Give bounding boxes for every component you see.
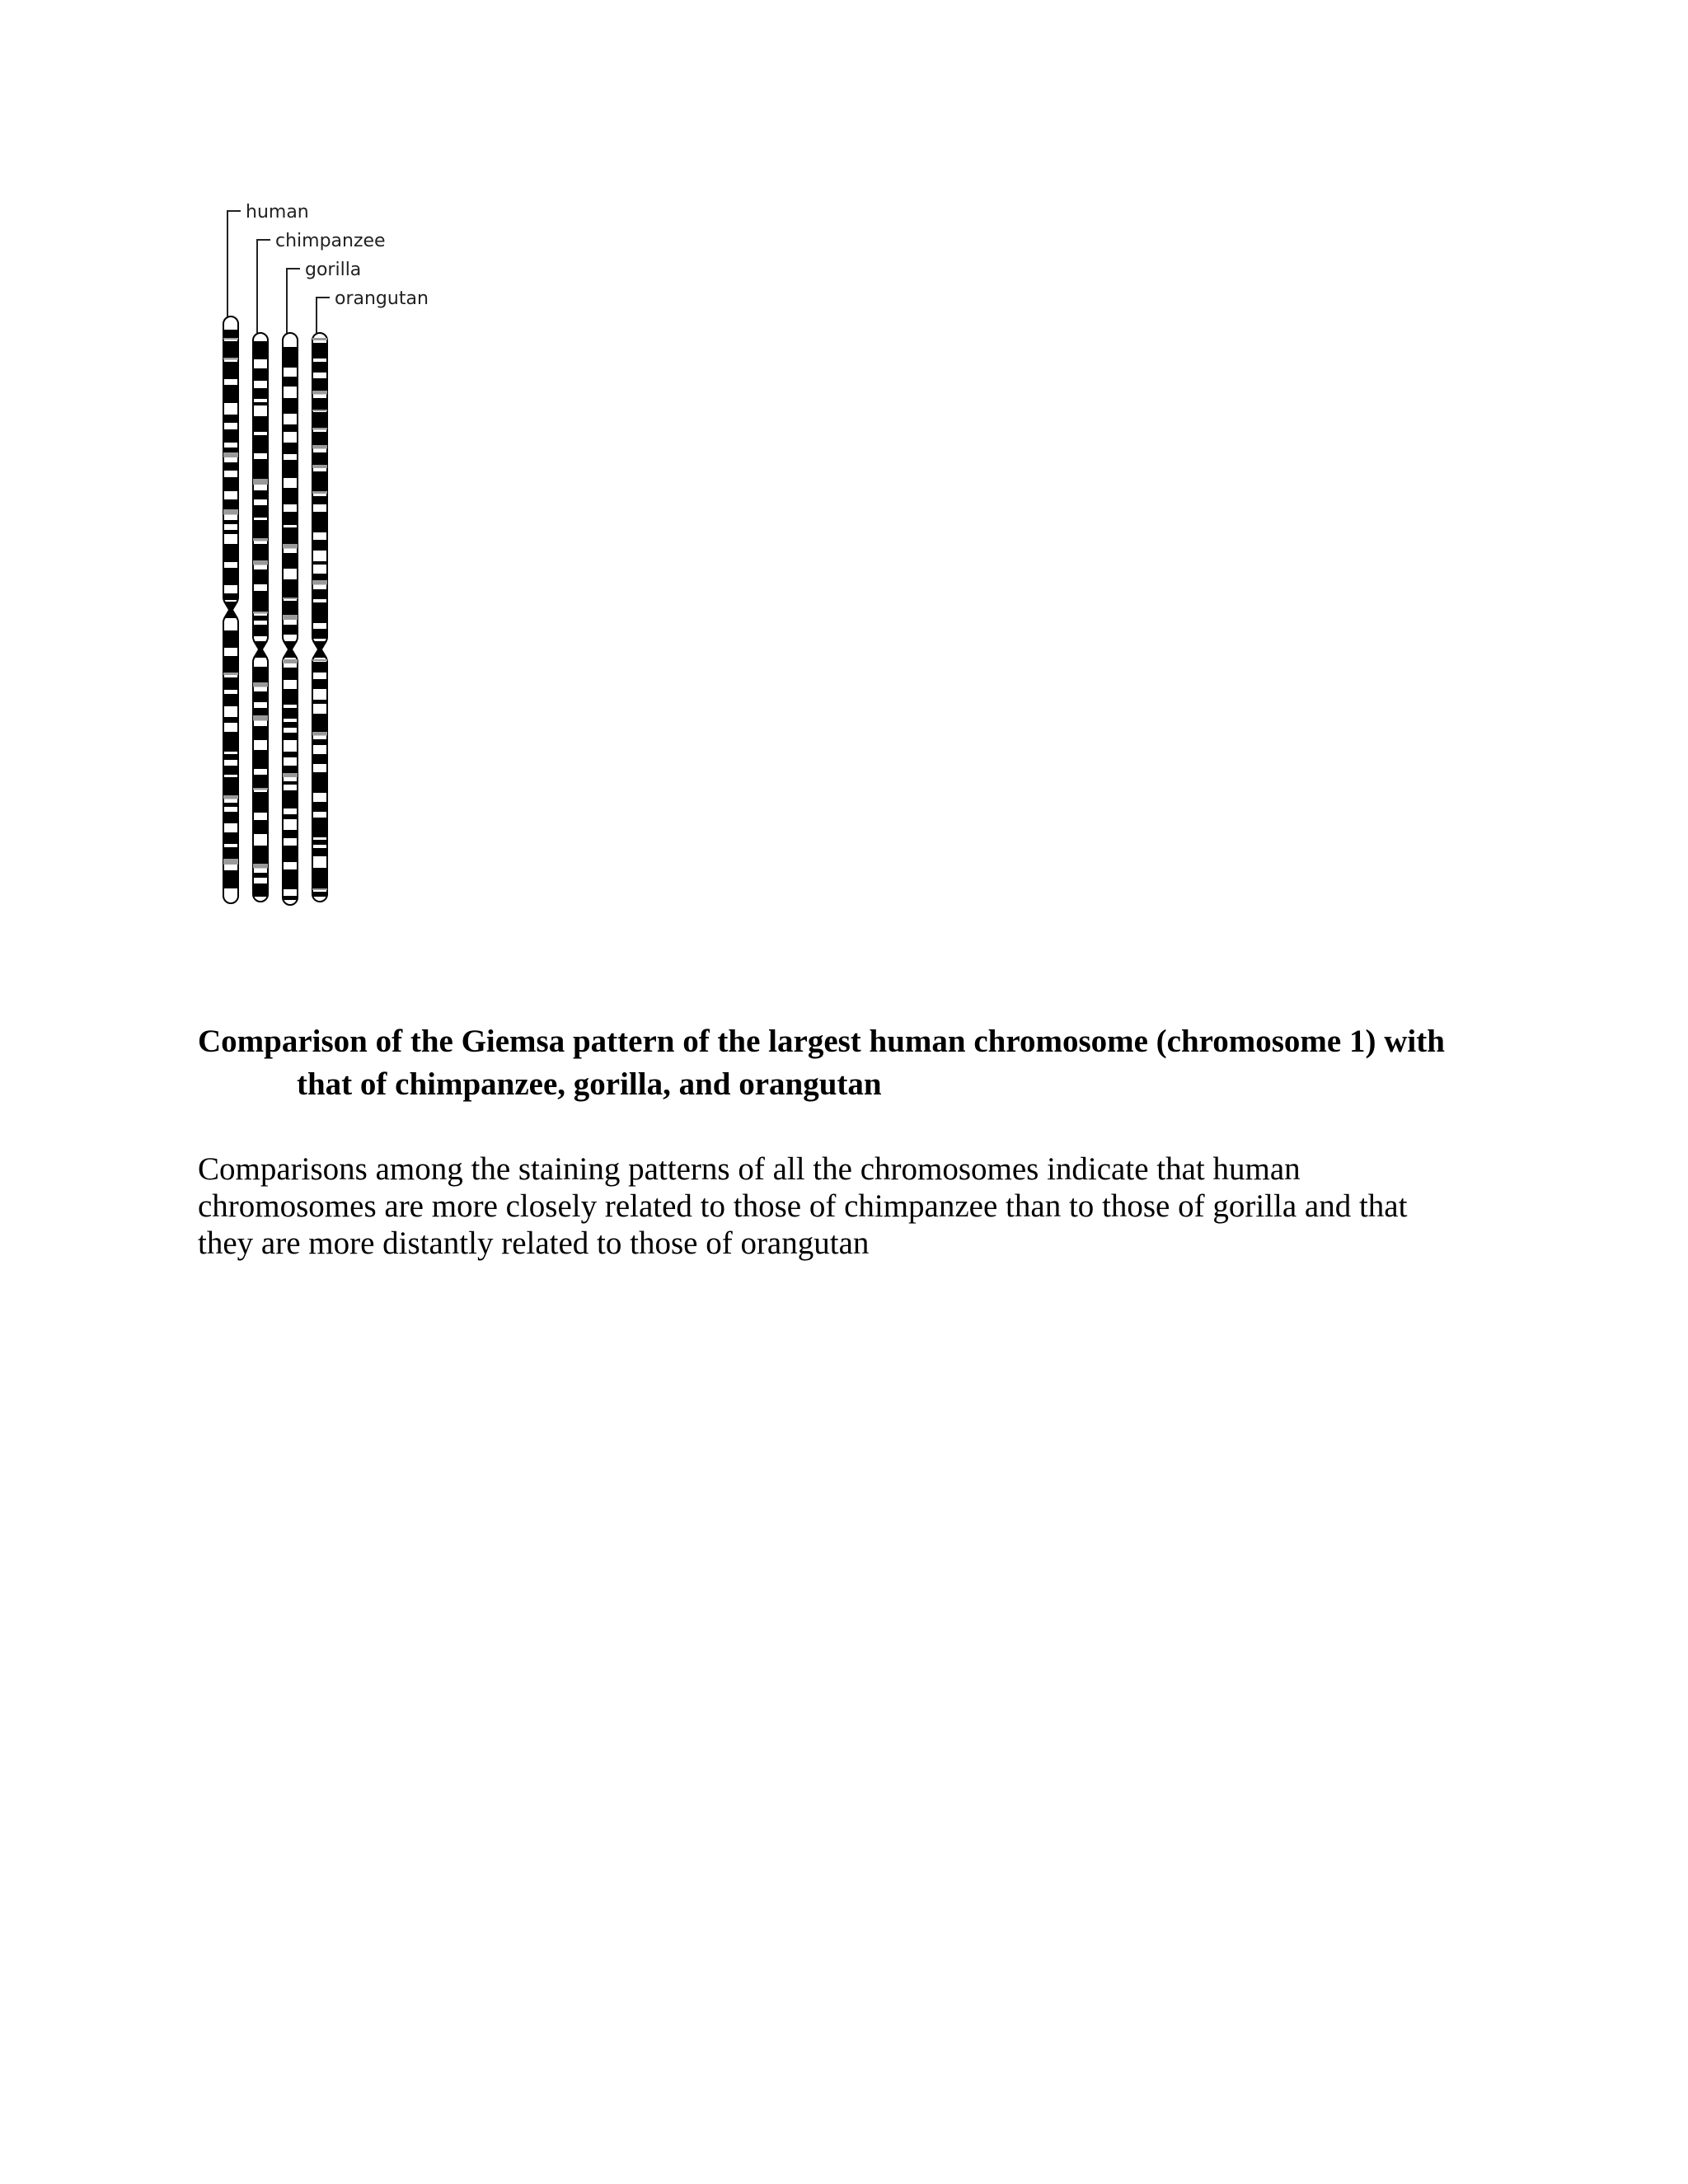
band [283, 460, 298, 478]
centromere [223, 602, 238, 618]
band [223, 520, 238, 524]
band [283, 781, 298, 785]
band [223, 568, 238, 585]
band [223, 754, 238, 760]
band-grey [253, 612, 268, 614]
band [312, 700, 327, 704]
band [253, 625, 268, 636]
band [283, 752, 298, 757]
band-grey [312, 659, 327, 661]
band-grey [312, 391, 327, 395]
band [283, 579, 298, 598]
band [283, 722, 298, 728]
band-grey [223, 358, 238, 360]
band [283, 424, 298, 432]
label-human: human [246, 202, 309, 223]
band-grey [253, 864, 268, 869]
band [312, 362, 327, 373]
band [223, 766, 238, 775]
band-grey [312, 732, 327, 736]
band-grey [253, 538, 268, 541]
band-grey [312, 445, 327, 449]
band-grey [283, 659, 298, 663]
band [312, 561, 327, 565]
band [312, 662, 327, 673]
chromosome-comparison-figure [190, 188, 486, 930]
band-grey [283, 598, 298, 599]
band [253, 667, 268, 682]
band [312, 840, 327, 845]
leader-line-gorilla [287, 269, 300, 333]
band [253, 750, 268, 769]
band [312, 512, 327, 532]
band-grey [223, 338, 238, 340]
band [283, 601, 298, 615]
band [223, 803, 238, 807]
band [253, 591, 268, 612]
chromosome-chimpanzee [253, 333, 268, 902]
centromere [283, 641, 298, 658]
band [312, 848, 327, 856]
band [253, 520, 268, 538]
band [312, 739, 327, 745]
band [283, 625, 298, 635]
band [283, 398, 298, 414]
band [253, 708, 268, 715]
band [223, 415, 238, 423]
band [223, 341, 238, 358]
band-grey [223, 795, 238, 799]
band-grey [223, 509, 238, 515]
band [223, 499, 238, 509]
leader-line-orangutan [316, 298, 330, 333]
band [312, 574, 327, 580]
band [223, 777, 238, 795]
band [223, 870, 238, 888]
band-grey [312, 580, 327, 585]
band [253, 416, 268, 432]
band-grey [223, 673, 238, 675]
band [283, 790, 298, 808]
band [283, 733, 298, 740]
band [223, 330, 238, 338]
band [312, 540, 327, 551]
band [253, 883, 268, 897]
band [223, 677, 238, 690]
band [312, 496, 327, 504]
band [312, 452, 327, 465]
band [253, 726, 268, 740]
band [312, 772, 327, 793]
body-paragraph [198, 1151, 1517, 1262]
band [223, 630, 238, 648]
band-grey [312, 888, 327, 890]
band [283, 689, 298, 705]
band-grey [312, 338, 327, 340]
band [283, 814, 298, 819]
band [312, 868, 327, 888]
band-grey [312, 410, 327, 411]
band [312, 818, 327, 837]
band [283, 553, 298, 569]
band [223, 429, 238, 443]
band [312, 343, 327, 359]
band [253, 691, 268, 702]
band [312, 802, 327, 812]
band [312, 602, 327, 623]
band [283, 869, 298, 889]
band-grey [253, 715, 268, 721]
band [283, 443, 298, 454]
band-grey [253, 682, 268, 687]
band [312, 892, 327, 897]
band [223, 477, 238, 491]
chromosome-orangutan [312, 333, 327, 902]
band [283, 766, 298, 773]
label-gorilla: gorilla [305, 260, 362, 280]
band [253, 341, 268, 359]
band [253, 544, 268, 560]
band [253, 435, 268, 453]
band-grey [283, 773, 298, 777]
band [223, 530, 238, 534]
band [312, 589, 327, 599]
band [223, 593, 238, 600]
band [312, 378, 327, 391]
chromosome-human [223, 316, 238, 903]
band [283, 347, 298, 368]
band [312, 629, 327, 639]
band [253, 490, 268, 499]
band [253, 792, 268, 813]
band [253, 388, 268, 399]
figure-caption [198, 1020, 1517, 1106]
band-grey [283, 544, 298, 549]
label-chimpanzee: chimpanzee [275, 231, 386, 251]
band [223, 832, 238, 844]
band [283, 830, 298, 838]
band [312, 471, 327, 491]
band [312, 679, 327, 689]
band [253, 569, 268, 584]
leader-line-human [227, 211, 241, 316]
band [283, 846, 298, 862]
body-line-1: Comparisons among the staining patterns of all the chromosomes indicate that human [198, 1151, 1301, 1187]
centromere [312, 641, 327, 658]
band [253, 368, 268, 381]
band [223, 544, 238, 562]
band [312, 754, 327, 764]
band [312, 398, 327, 410]
caption-line-1: Comparison of the Giemsa pattern of the largest human chromosome (chromosome 1) with [198, 1024, 1445, 1059]
band [253, 820, 268, 834]
band [283, 896, 298, 900]
band [312, 432, 327, 445]
band-grey [223, 452, 238, 457]
band [253, 459, 268, 479]
band-grey [312, 465, 327, 468]
chromosome-diagram [190, 188, 486, 930]
band-grey [253, 479, 268, 485]
band [223, 656, 238, 673]
caption-line-2: that of chimpanzee, gorilla, and orangutan [297, 1066, 882, 1102]
band [253, 873, 268, 878]
body-line-3: they are more distantly related to those of orangutan [198, 1226, 870, 1261]
band [283, 708, 298, 719]
band [253, 505, 268, 518]
band-grey [253, 560, 268, 565]
band [223, 362, 238, 379]
band [223, 732, 238, 752]
band [223, 385, 238, 403]
band [223, 847, 238, 859]
band-grey [312, 491, 327, 494]
band [223, 717, 238, 723]
band [223, 694, 238, 706]
band [312, 714, 327, 732]
label-orangutan: orangutan [335, 288, 429, 309]
chromosome-gorilla [283, 333, 298, 905]
band-grey [283, 615, 298, 620]
band [223, 812, 238, 823]
band [283, 488, 298, 504]
body-line-2: chromosomes are more closely related to those of chimpanzee than to those of gorilla and that [198, 1188, 1408, 1224]
centromere [253, 641, 268, 658]
band [253, 775, 268, 788]
band [253, 846, 268, 864]
band [253, 616, 268, 621]
band [283, 527, 298, 544]
band [283, 512, 298, 525]
band-grey [253, 788, 268, 790]
band-grey [312, 428, 327, 430]
band [223, 462, 238, 471]
band [223, 448, 238, 452]
band-grey [223, 859, 238, 865]
band [283, 668, 298, 680]
leader-line-chimpanzee [257, 240, 270, 333]
band [283, 377, 298, 387]
band [253, 402, 268, 405]
band [312, 412, 327, 428]
